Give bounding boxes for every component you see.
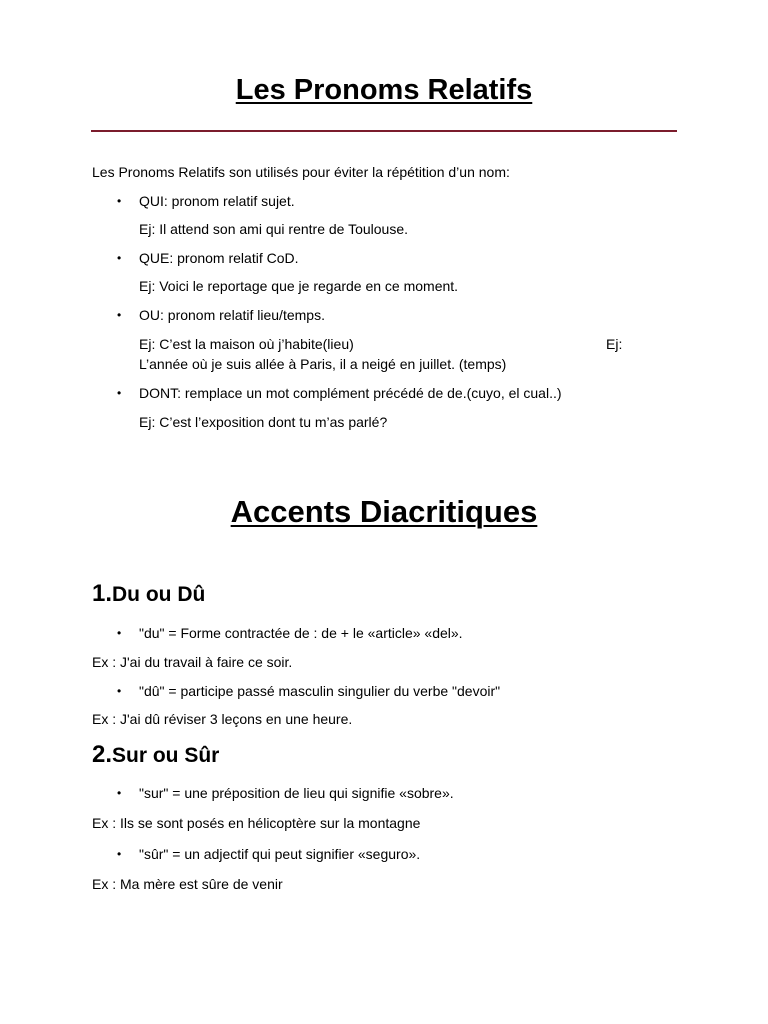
example-qui: Ej: Il attend son ami qui rentre de Toulouse. (139, 221, 409, 237)
bullet-dot: • (117, 626, 122, 640)
bullet-dot: • (117, 194, 122, 208)
subheading-text: Sur ou Sûr (112, 744, 220, 767)
bullet-dot: • (117, 847, 122, 861)
subheading-sur (92, 741, 219, 769)
bullet-ou: OU: pronom relatif lieu/temps. (139, 307, 325, 323)
bullet-du-circ: "dû" = participe passé masculin singulier du verbe "devoir" (139, 683, 501, 699)
bullet-qui: QUI: pronom relatif sujet. (139, 193, 295, 209)
section-title-pronoms: Les Pronoms Relatifs (235, 74, 533, 106)
bullet-dont: DONT: remplace un mot complément précédé de de.(cuyo, el cual..) (139, 385, 562, 401)
intro-text: Les Pronoms Relatifs son utilisés pour éviter la répétition d’un nom: (92, 164, 510, 180)
example-ou-label: Ej: (606, 336, 623, 352)
example-que: Ej: Voici le reportage que je regarde en ce moment. (139, 278, 459, 294)
bullet-dot: • (117, 786, 122, 800)
example-sur: Ex : Ils se sont posés en hélicoptère sur la montagne (92, 815, 421, 831)
bullet-dot: • (117, 251, 122, 265)
subheading-text: Du ou Dû (112, 583, 206, 606)
bullet-dot: • (117, 386, 122, 400)
example-ou-lieu: Ej: C’est la maison où j’habite(lieu) (139, 336, 354, 352)
bullet-que: QUE: pronom relatif CoD. (139, 250, 299, 266)
example-du-circ: Ex : J'ai dû réviser 3 leçons en une heure. (92, 711, 353, 727)
example-du: Ex : J'ai du travail à faire ce soir. (92, 654, 293, 670)
bullet-du: "du" = Forme contractée de : de + le «article» «del». (139, 625, 463, 641)
example-sur-circ: Ex : Ma mère est sûre de venir (92, 876, 283, 892)
bullet-sur-circ: "sûr" = un adjectif qui peut signifier «seguro». (139, 846, 421, 862)
bullet-dot: • (117, 684, 122, 698)
title-divider (91, 130, 677, 132)
subheading-number: 1. (92, 580, 113, 607)
subheading-number: 2. (92, 741, 113, 768)
bullet-sur: "sur" = une préposition de lieu qui signifie «sobre». (139, 785, 454, 801)
bullet-dot: • (117, 308, 122, 322)
example-dont: Ej: C’est l’exposition dont tu m’as parlé? (139, 414, 388, 430)
section-title-accents: Accents Diacritiques (230, 494, 538, 529)
subheading-du (92, 580, 205, 608)
example-ou-temps: L’année où je suis allée à Paris, il a neigé en juillet. (temps) (139, 356, 507, 372)
